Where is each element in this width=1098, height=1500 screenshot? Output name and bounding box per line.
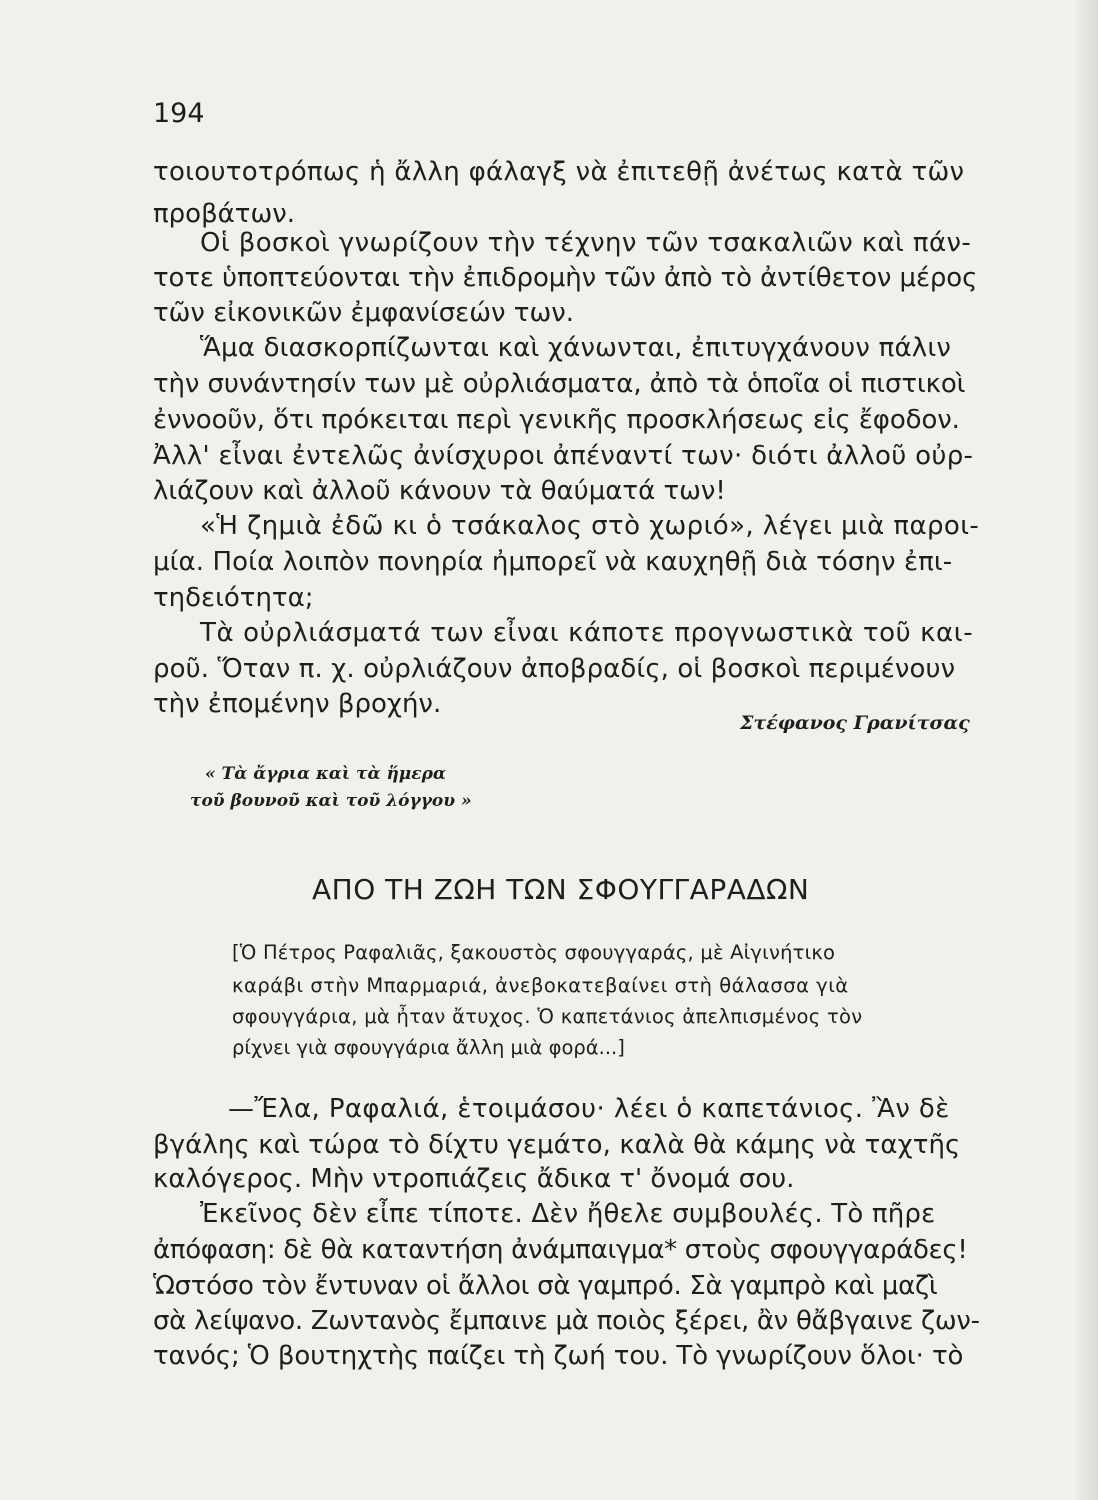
source-citation-line: τοῦ βουνοῦ καὶ τοῦ λόγγου » bbox=[190, 791, 472, 811]
body-line: Ἅμα διασκορπίζωνται καὶ χάνωνται, ἐπιτυγχάνουν πάλιν bbox=[200, 333, 952, 363]
section-heading: ΑΠΟ ΤΗ ΖΩΗ ΤΩΝ ΣΦΟΥΓΓΑΡΑΔΩΝ bbox=[312, 873, 810, 906]
body-line: τῶν εἰκονικῶν ἐμφανίσεών των. bbox=[153, 298, 575, 328]
body-line: σὰ λείψανο. Ζωντανὸς ἔμπαινε μὰ ποιὸς ξέρει, ἂν θἄβγαινε ζων- bbox=[153, 1306, 980, 1336]
body-line: —Ἔλα, Ραφαλιά, ἑτοιμάσου· λέει ὁ καπετάνιος. Ἂν δὲ bbox=[228, 1094, 950, 1124]
body-line: ροῦ. Ὅταν π. χ. οὐρλιάζουν ἀποβραδίς, οἱ βοσκοὶ περιμένουν bbox=[153, 654, 956, 684]
intro-line: καράβι στὴν Μπαρμαριά, ἀνεβοκατεβαίνει στὴ θάλασσα γιὰ bbox=[232, 974, 849, 997]
author-signature: Στέφανος Γρανίτσας bbox=[740, 712, 970, 734]
source-citation-line: « Τὰ ἄγρια καὶ τὰ ἥμερα bbox=[205, 764, 446, 784]
body-line: Ὡστόσο τὸν ἔντυναν οἱ ἄλλοι σὰ γαμπρό. Σὰ γαμπρὸ καὶ μαζὶ bbox=[153, 1271, 938, 1301]
intro-line: σφουγγάρια, μὰ ἦταν ἄτυχος. Ὁ καπετάνιος ἀπελπισμένος τὸν bbox=[232, 1005, 863, 1028]
body-line: τοιουτοτρόπως ἡ ἄλλη φάλαγξ νὰ ἐπιτεθῇ ἀνέτως κατὰ τῶν bbox=[153, 157, 965, 187]
body-line: ἀπόφαση: δὲ θὰ καταντήση ἀνάμπαιγμα* στοὺς σφουγγαράδες! bbox=[153, 1235, 968, 1265]
body-line: ἐννοοῦν, ὅτι πρόκειται περὶ γενικῆς προσκλήσεως εἰς ἔφοδον. bbox=[153, 405, 960, 435]
body-line: Οἱ βοσκοὶ γνωρίζουν τὴν τέχνην τῶν τσακαλιῶν καὶ πάν- bbox=[200, 228, 972, 258]
body-line: τὴν συνάντησίν των μὲ οὐρλιάσματα, ἀπὸ τὰ ὁποῖα οἱ πιστικοὶ bbox=[153, 369, 966, 399]
page-gutter-shadow bbox=[1076, 0, 1098, 1500]
body-line: Ἀλλ' εἶναι ἐντελῶς ἀνίσχυροι ἀπέναντί των· διότι ἀλλοῦ οὐρ- bbox=[153, 441, 974, 471]
body-line: τοτε ὑποπτεύονται τὴν ἐπιδρομὴν τῶν ἀπὸ τὸ ἀντίθετον μέρος bbox=[153, 263, 978, 293]
body-line: τανός; Ὁ βουτηχτὴς παίζει τὴ ζωή του. Τὸ γνωρίζουν ὅλοι· τὸ bbox=[153, 1341, 964, 1371]
body-line: τὴν ἐπομένην βροχήν. bbox=[153, 689, 442, 719]
intro-line: [Ὁ Πέτρος Ραφαλιᾶς, ξακουστὸς σφουγγαράς, μὲ Αἰγινήτικο bbox=[232, 941, 836, 964]
body-line: βγάλης καὶ τώρα τὸ δίχτυ γεμάτο, καλὰ θὰ κάμης νὰ ταχτῆς bbox=[153, 1130, 961, 1160]
body-line: Τὰ οὐρλιάσματά των εἶναι κάποτε προγνωστικὰ τοῦ και- bbox=[200, 618, 974, 648]
body-line: «Ἡ ζημιὰ ἐδῶ κι ὁ τσάκαλος στὸ χωριό», λέγει μιὰ παροι- bbox=[200, 511, 980, 541]
body-line: τηδειότητα; bbox=[153, 583, 314, 613]
intro-line: ρίχνει γιὰ σφουγγάρια ἄλλη μιὰ φορά...] bbox=[232, 1036, 625, 1059]
body-line: καλόγερος. Μὴν ντροπιάζεις ἄδικα τ' ὄνομά σου. bbox=[153, 1164, 795, 1194]
page-number: 194 bbox=[153, 98, 205, 129]
body-line: Ἐκεῖνος δὲν εἶπε τίποτε. Δὲν ἤθελε συμβουλές. Τὸ πῆρε bbox=[200, 1199, 936, 1229]
body-line: προβάτων. bbox=[153, 199, 296, 229]
body-line: λιάζουν καὶ ἀλλοῦ κάνουν τὰ θαύματά των! bbox=[153, 476, 726, 506]
body-line: μία. Ποία λοιπὸν πονηρία ἠμπορεῖ νὰ καυχηθῇ διὰ τόσην ἐπι- bbox=[153, 547, 953, 577]
